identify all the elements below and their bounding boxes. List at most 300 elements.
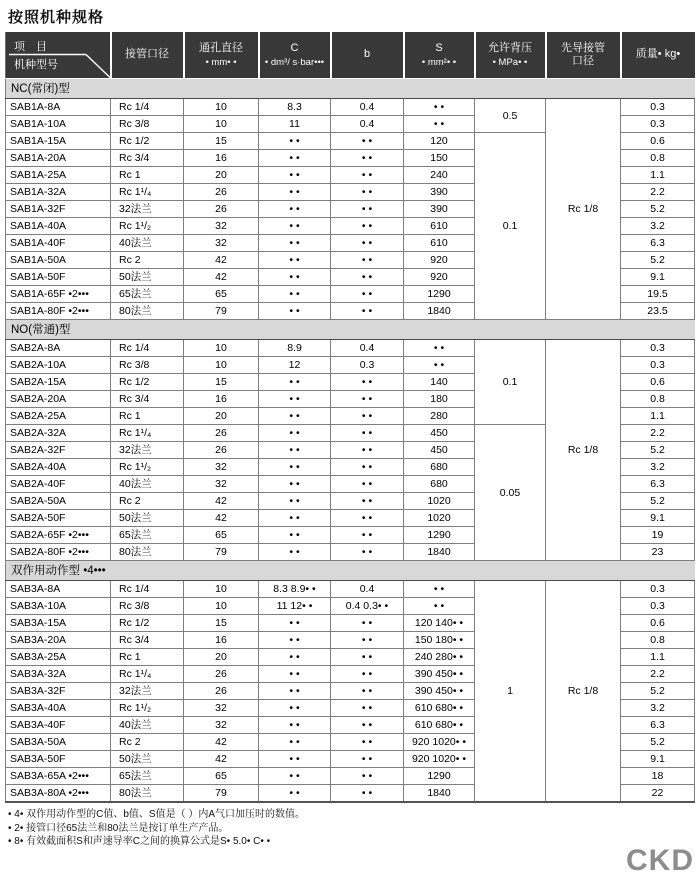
bore-cell: 65 — [184, 768, 259, 785]
s-value-cell: 120 140• • — [404, 615, 475, 632]
b-value-cell: • • — [331, 150, 404, 167]
c-value-cell: • • — [259, 649, 331, 666]
c-value-cell: • • — [259, 218, 331, 235]
s-value-cell: 920 1020• • — [404, 734, 475, 751]
s-value-cell: 450 — [404, 442, 475, 459]
port-cell: Rc 1¹/₂ — [111, 218, 184, 235]
weight-cell: 5.2 — [621, 252, 695, 269]
col-header-unit: • MPa• • — [492, 56, 528, 68]
model-cell: SAB1A-15A — [6, 133, 111, 150]
s-value-cell: 610 — [404, 218, 475, 235]
col-header-label: 通孔直径 — [199, 41, 243, 54]
col-header-label: b — [363, 47, 371, 60]
s-value-cell: 1290 — [404, 286, 475, 303]
c-value-cell: • • — [259, 286, 331, 303]
port-cell: Rc 1 — [111, 408, 184, 425]
spec-row — [6, 99, 695, 116]
backpressure-cell: 1 — [475, 581, 546, 803]
col-header-c — [259, 32, 331, 79]
weight-cell: 0.3 — [621, 357, 695, 374]
b-value-cell: • • — [331, 615, 404, 632]
bore-cell: 42 — [184, 734, 259, 751]
port-cell: Rc 1¹/₄ — [111, 666, 184, 683]
bore-cell: 10 — [184, 340, 259, 357]
c-value-cell: • • — [259, 150, 331, 167]
weight-cell: 9.1 — [621, 510, 695, 527]
bore-cell: 20 — [184, 649, 259, 666]
b-value-cell: • • — [331, 734, 404, 751]
b-value-cell: • • — [331, 286, 404, 303]
port-cell: Rc 1 — [111, 649, 184, 666]
ckd-logo: CKD — [626, 844, 694, 877]
s-value-cell: 180 — [404, 391, 475, 408]
c-value-cell: • • — [259, 303, 331, 320]
s-value-cell: 610 — [404, 235, 475, 252]
model-cell: SAB2A-15A — [6, 374, 111, 391]
port-cell: Rc 1 — [111, 167, 184, 184]
b-value-cell: • • — [331, 408, 404, 425]
s-value-cell: 150 — [404, 150, 475, 167]
port-cell: Rc 2 — [111, 252, 184, 269]
bore-cell: 10 — [184, 598, 259, 615]
bore-cell: 32 — [184, 700, 259, 717]
model-cell: SAB3A-20A — [6, 632, 111, 649]
s-value-cell: 240 — [404, 167, 475, 184]
model-cell: SAB1A-40A — [6, 218, 111, 235]
port-cell: Rc 1/2 — [111, 615, 184, 632]
weight-cell: 5.2 — [621, 734, 695, 751]
model-cell: SAB1A-50A — [6, 252, 111, 269]
b-value-cell: • • — [331, 303, 404, 320]
port-cell: 65法兰 — [111, 286, 184, 303]
section-header-row — [6, 561, 695, 581]
port-cell: Rc 3/8 — [111, 116, 184, 133]
b-value-cell: • • — [331, 374, 404, 391]
bore-cell: 26 — [184, 666, 259, 683]
c-value-cell: 8.3 8.9• • — [259, 581, 331, 598]
bore-cell: 32 — [184, 717, 259, 734]
s-value-cell: 450 — [404, 425, 475, 442]
port-cell: Rc 3/8 — [111, 357, 184, 374]
bore-cell: 42 — [184, 252, 259, 269]
port-cell: Rc 1¹/₂ — [111, 700, 184, 717]
port-cell: 32法兰 — [111, 442, 184, 459]
c-value-cell: • • — [259, 391, 331, 408]
col-header-label: S — [435, 41, 443, 54]
model-cell: SAB1A-40F — [6, 235, 111, 252]
s-value-cell: 140 — [404, 374, 475, 391]
weight-cell: 3.2 — [621, 218, 695, 235]
weight-cell: 9.1 — [621, 751, 695, 768]
spec-row — [6, 340, 695, 357]
weight-cell: 0.8 — [621, 391, 695, 408]
port-cell: Rc 3/4 — [111, 391, 184, 408]
b-value-cell: • • — [331, 649, 404, 666]
b-value-cell: 0.4 — [331, 340, 404, 357]
s-value-cell: 150 180• • — [404, 632, 475, 649]
col-header-label: 允许背压 — [488, 41, 532, 54]
port-cell: 50法兰 — [111, 269, 184, 286]
model-cell: SAB2A-32F — [6, 442, 111, 459]
b-value-cell: • • — [331, 235, 404, 252]
s-value-cell: 1840 — [404, 785, 475, 803]
s-value-cell: • • — [404, 357, 475, 374]
port-cell: 50法兰 — [111, 751, 184, 768]
weight-cell: 9.1 — [621, 269, 695, 286]
s-value-cell: 920 — [404, 252, 475, 269]
model-cell: SAB2A-40F — [6, 476, 111, 493]
s-value-cell: 390 450• • — [404, 666, 475, 683]
bore-cell: 26 — [184, 201, 259, 218]
port-cell: 40法兰 — [111, 235, 184, 252]
col-header-bore — [184, 32, 259, 79]
c-value-cell: • • — [259, 425, 331, 442]
section-header-row — [6, 79, 695, 99]
bore-cell: 32 — [184, 459, 259, 476]
c-value-cell: • • — [259, 184, 331, 201]
model-cell: SAB1A-10A — [6, 116, 111, 133]
b-value-cell: • • — [331, 201, 404, 218]
weight-cell: 1.1 — [621, 408, 695, 425]
col-header-unit: • mm• • — [205, 56, 237, 68]
spec-table — [5, 32, 695, 803]
bore-cell: 79 — [184, 303, 259, 320]
s-value-cell: • • — [404, 99, 475, 116]
s-value-cell: 240 280• • — [404, 649, 475, 666]
bore-cell: 20 — [184, 408, 259, 425]
col-header-label2: 口径 — [572, 55, 594, 67]
c-value-cell: • • — [259, 493, 331, 510]
b-value-cell: 0.3 — [331, 357, 404, 374]
c-value-cell: • • — [259, 700, 331, 717]
c-value-cell: 8.9 — [259, 340, 331, 357]
bore-cell: 79 — [184, 544, 259, 561]
b-value-cell: • • — [331, 391, 404, 408]
model-label: 机种型号 — [14, 59, 58, 71]
port-cell: 80法兰 — [111, 785, 184, 803]
backpressure-cell: 0.1 — [475, 133, 546, 320]
b-value-cell: • • — [331, 269, 404, 286]
weight-cell: 1.1 — [621, 649, 695, 666]
b-value-cell: • • — [331, 666, 404, 683]
weight-cell: 2.2 — [621, 425, 695, 442]
model-cell: SAB2A-20A — [6, 391, 111, 408]
col-header-unit: • dm³/ s·bar••• — [264, 56, 325, 68]
weight-cell: 0.8 — [621, 632, 695, 649]
b-value-cell: • • — [331, 184, 404, 201]
spec-table-body — [6, 79, 695, 803]
model-cell: SAB2A-40A — [6, 459, 111, 476]
port-cell: Rc 1¹/₄ — [111, 425, 184, 442]
bore-cell: 10 — [184, 99, 259, 116]
bore-cell: 15 — [184, 615, 259, 632]
port-cell: Rc 1/2 — [111, 374, 184, 391]
c-value-cell: • • — [259, 408, 331, 425]
weight-cell: 6.3 — [621, 235, 695, 252]
page-title: 按照机种规格 — [8, 9, 105, 26]
b-value-cell: • • — [331, 510, 404, 527]
weight-cell: 0.3 — [621, 99, 695, 116]
bore-cell: 26 — [184, 425, 259, 442]
b-value-cell: • • — [331, 544, 404, 561]
weight-cell: 19.5 — [621, 286, 695, 303]
c-value-cell: • • — [259, 527, 331, 544]
s-value-cell: 1840 — [404, 303, 475, 320]
s-value-cell: 610 680• • — [404, 700, 475, 717]
model-cell: SAB3A-80A •2••• — [6, 785, 111, 803]
model-cell: SAB3A-32A — [6, 666, 111, 683]
bore-cell: 16 — [184, 632, 259, 649]
c-value-cell: • • — [259, 768, 331, 785]
model-cell: SAB3A-25A — [6, 649, 111, 666]
col-header-unit: • mm²• • — [421, 56, 457, 68]
section-header-row — [6, 320, 695, 340]
weight-cell: 2.2 — [621, 666, 695, 683]
b-value-cell: • • — [331, 459, 404, 476]
col-header-port — [111, 32, 184, 79]
c-value-cell: • • — [259, 717, 331, 734]
c-value-cell: • • — [259, 133, 331, 150]
b-value-cell: • • — [331, 785, 404, 803]
model-cell: SAB3A-10A — [6, 598, 111, 615]
port-cell: Rc 1¹/₂ — [111, 459, 184, 476]
c-value-cell: • • — [259, 442, 331, 459]
bore-cell: 26 — [184, 683, 259, 700]
c-value-cell: • • — [259, 269, 331, 286]
model-cell: SAB2A-8A — [6, 340, 111, 357]
weight-cell: 0.3 — [621, 598, 695, 615]
port-cell: 80法兰 — [111, 303, 184, 320]
model-cell: SAB2A-32A — [6, 425, 111, 442]
section-label: NO(常通)型 — [6, 320, 695, 340]
bore-cell: 42 — [184, 510, 259, 527]
port-cell: Rc 1/4 — [111, 581, 184, 598]
weight-cell: 23 — [621, 544, 695, 561]
port-cell: Rc 1¹/₄ — [111, 184, 184, 201]
b-value-cell: • • — [331, 751, 404, 768]
port-cell: 80法兰 — [111, 544, 184, 561]
s-value-cell: 1020 — [404, 510, 475, 527]
model-cell: SAB1A-80F •2••• — [6, 303, 111, 320]
s-value-cell: 1020 — [404, 493, 475, 510]
c-value-cell: 11 — [259, 116, 331, 133]
col-header-weight — [621, 32, 695, 79]
model-cell: SAB2A-50A — [6, 493, 111, 510]
b-value-cell: • • — [331, 476, 404, 493]
weight-cell: 19 — [621, 527, 695, 544]
header-row — [6, 32, 695, 79]
bore-cell: 10 — [184, 116, 259, 133]
c-value-cell: • • — [259, 544, 331, 561]
c-value-cell: 11 12• • — [259, 598, 331, 615]
weight-cell: 22 — [621, 785, 695, 803]
c-value-cell: 8.3 — [259, 99, 331, 116]
s-value-cell: 1290 — [404, 527, 475, 544]
b-value-cell: • • — [331, 717, 404, 734]
col-header-b — [331, 32, 404, 79]
footnote-3: • 8• 有效截面积S和声速导率C之间的换算公式是S• 5.0• C• • — [8, 836, 271, 847]
bore-cell: 10 — [184, 357, 259, 374]
model-cell: SAB3A-15A — [6, 615, 111, 632]
port-cell: 32法兰 — [111, 683, 184, 700]
weight-cell: 0.6 — [621, 374, 695, 391]
model-cell: SAB2A-25A — [6, 408, 111, 425]
weight-cell: 5.2 — [621, 442, 695, 459]
footnotes — [8, 808, 700, 849]
weight-cell: 3.2 — [621, 459, 695, 476]
port-cell: 40法兰 — [111, 717, 184, 734]
col-header-backpressure — [475, 32, 546, 79]
b-value-cell: • • — [331, 632, 404, 649]
bore-cell: 65 — [184, 527, 259, 544]
b-value-cell: • • — [331, 425, 404, 442]
model-cell: SAB3A-50A — [6, 734, 111, 751]
s-value-cell: 1840 — [404, 544, 475, 561]
port-cell: 32法兰 — [111, 201, 184, 218]
col-header-label: 先导接管 — [561, 42, 605, 54]
c-value-cell: • • — [259, 666, 331, 683]
bore-cell: 26 — [184, 442, 259, 459]
bore-cell: 15 — [184, 374, 259, 391]
s-value-cell: • • — [404, 581, 475, 598]
footnote-2: • 2• 接管口径65法兰和80法兰是按订单生产产品。 — [8, 822, 229, 834]
c-value-cell: • • — [259, 510, 331, 527]
s-value-cell: 390 — [404, 184, 475, 201]
bore-cell: 32 — [184, 218, 259, 235]
bore-cell: 32 — [184, 235, 259, 252]
model-cell: SAB3A-65A •2••• — [6, 768, 111, 785]
c-value-cell: • • — [259, 167, 331, 184]
model-cell: SAB3A-40A — [6, 700, 111, 717]
b-value-cell: • • — [331, 527, 404, 544]
c-value-cell: • • — [259, 235, 331, 252]
weight-cell: 0.6 — [621, 133, 695, 150]
port-cell: Rc 2 — [111, 734, 184, 751]
model-cell: SAB3A-32F — [6, 683, 111, 700]
s-value-cell: 1290 — [404, 768, 475, 785]
model-cell: SAB3A-50F — [6, 751, 111, 768]
b-value-cell: • • — [331, 493, 404, 510]
weight-cell: 1.1 — [621, 167, 695, 184]
weight-cell: 0.3 — [621, 116, 695, 133]
col-header-pilot-port — [546, 32, 621, 79]
s-value-cell: 680 — [404, 459, 475, 476]
b-value-cell: 0.4 — [331, 99, 404, 116]
bore-cell: 42 — [184, 493, 259, 510]
c-value-cell: • • — [259, 632, 331, 649]
b-value-cell: • • — [331, 442, 404, 459]
bore-cell: 42 — [184, 269, 259, 286]
model-cell: SAB1A-32A — [6, 184, 111, 201]
b-value-cell: • • — [331, 700, 404, 717]
col-header-item-model — [6, 32, 111, 79]
bore-cell: 42 — [184, 751, 259, 768]
weight-cell: 5.2 — [621, 493, 695, 510]
pilot-port-cell: Rc 1/8 — [546, 340, 621, 561]
port-cell: Rc 3/4 — [111, 150, 184, 167]
model-cell: SAB1A-25A — [6, 167, 111, 184]
port-cell: 50法兰 — [111, 510, 184, 527]
bore-cell: 10 — [184, 581, 259, 598]
c-value-cell: • • — [259, 374, 331, 391]
backpressure-cell: 0.5 — [475, 99, 546, 133]
model-cell: SAB3A-8A — [6, 581, 111, 598]
port-cell: Rc 1/4 — [111, 99, 184, 116]
bore-cell: 16 — [184, 150, 259, 167]
port-cell: Rc 2 — [111, 493, 184, 510]
model-cell: SAB2A-10A — [6, 357, 111, 374]
model-cell: SAB1A-8A — [6, 99, 111, 116]
bore-cell: 79 — [184, 785, 259, 803]
diagonal-divider — [6, 32, 111, 78]
s-value-cell: 920 1020• • — [404, 751, 475, 768]
c-value-cell: • • — [259, 734, 331, 751]
c-value-cell: • • — [259, 751, 331, 768]
b-value-cell: • • — [331, 133, 404, 150]
b-value-cell: • • — [331, 768, 404, 785]
s-value-cell: 390 — [404, 201, 475, 218]
section-label: 双作用动作型 •4••• — [6, 561, 695, 581]
weight-cell: 0.6 — [621, 615, 695, 632]
col-header-label: 质量• kg• — [635, 47, 681, 60]
weight-cell: 6.3 — [621, 717, 695, 734]
model-cell: SAB1A-32F — [6, 201, 111, 218]
c-value-cell: • • — [259, 201, 331, 218]
model-cell: SAB2A-80F •2••• — [6, 544, 111, 561]
weight-cell: 0.3 — [621, 581, 695, 598]
pilot-port-cell: Rc 1/8 — [546, 581, 621, 803]
bore-cell: 15 — [184, 133, 259, 150]
model-cell: SAB2A-65F •2••• — [6, 527, 111, 544]
b-value-cell: • • — [331, 252, 404, 269]
weight-cell: 5.2 — [621, 201, 695, 218]
weight-cell: 3.2 — [621, 700, 695, 717]
weight-cell: 6.3 — [621, 476, 695, 493]
c-value-cell: • • — [259, 252, 331, 269]
s-value-cell: 390 450• • — [404, 683, 475, 700]
bore-cell: 16 — [184, 391, 259, 408]
s-value-cell: 610 680• • — [404, 717, 475, 734]
s-value-cell: • • — [404, 116, 475, 133]
c-value-cell: 12 — [259, 357, 331, 374]
b-value-cell: • • — [331, 683, 404, 700]
model-cell: SAB3A-40F — [6, 717, 111, 734]
weight-cell: 0.8 — [621, 150, 695, 167]
model-cell: SAB1A-50F — [6, 269, 111, 286]
model-cell: SAB1A-20A — [6, 150, 111, 167]
bore-cell: 32 — [184, 476, 259, 493]
backpressure-cell: 0.05 — [475, 425, 546, 561]
weight-cell: 0.3 — [621, 340, 695, 357]
pilot-port-cell: Rc 1/8 — [546, 99, 621, 320]
b-value-cell: • • — [331, 218, 404, 235]
model-cell: SAB2A-50F — [6, 510, 111, 527]
col-header-label: C — [290, 41, 299, 54]
b-value-cell: 0.4 — [331, 581, 404, 598]
s-value-cell: 280 — [404, 408, 475, 425]
c-value-cell: • • — [259, 459, 331, 476]
c-value-cell: • • — [259, 615, 331, 632]
s-value-cell: 120 — [404, 133, 475, 150]
b-value-cell: 0.4 0.3• • — [331, 598, 404, 615]
port-cell: 40法兰 — [111, 476, 184, 493]
model-cell: SAB1A-65F •2••• — [6, 286, 111, 303]
s-value-cell: • • — [404, 598, 475, 615]
bore-cell: 20 — [184, 167, 259, 184]
b-value-cell: 0.4 — [331, 116, 404, 133]
item-label: 项 目 — [14, 41, 47, 53]
port-cell: Rc 3/8 — [111, 598, 184, 615]
